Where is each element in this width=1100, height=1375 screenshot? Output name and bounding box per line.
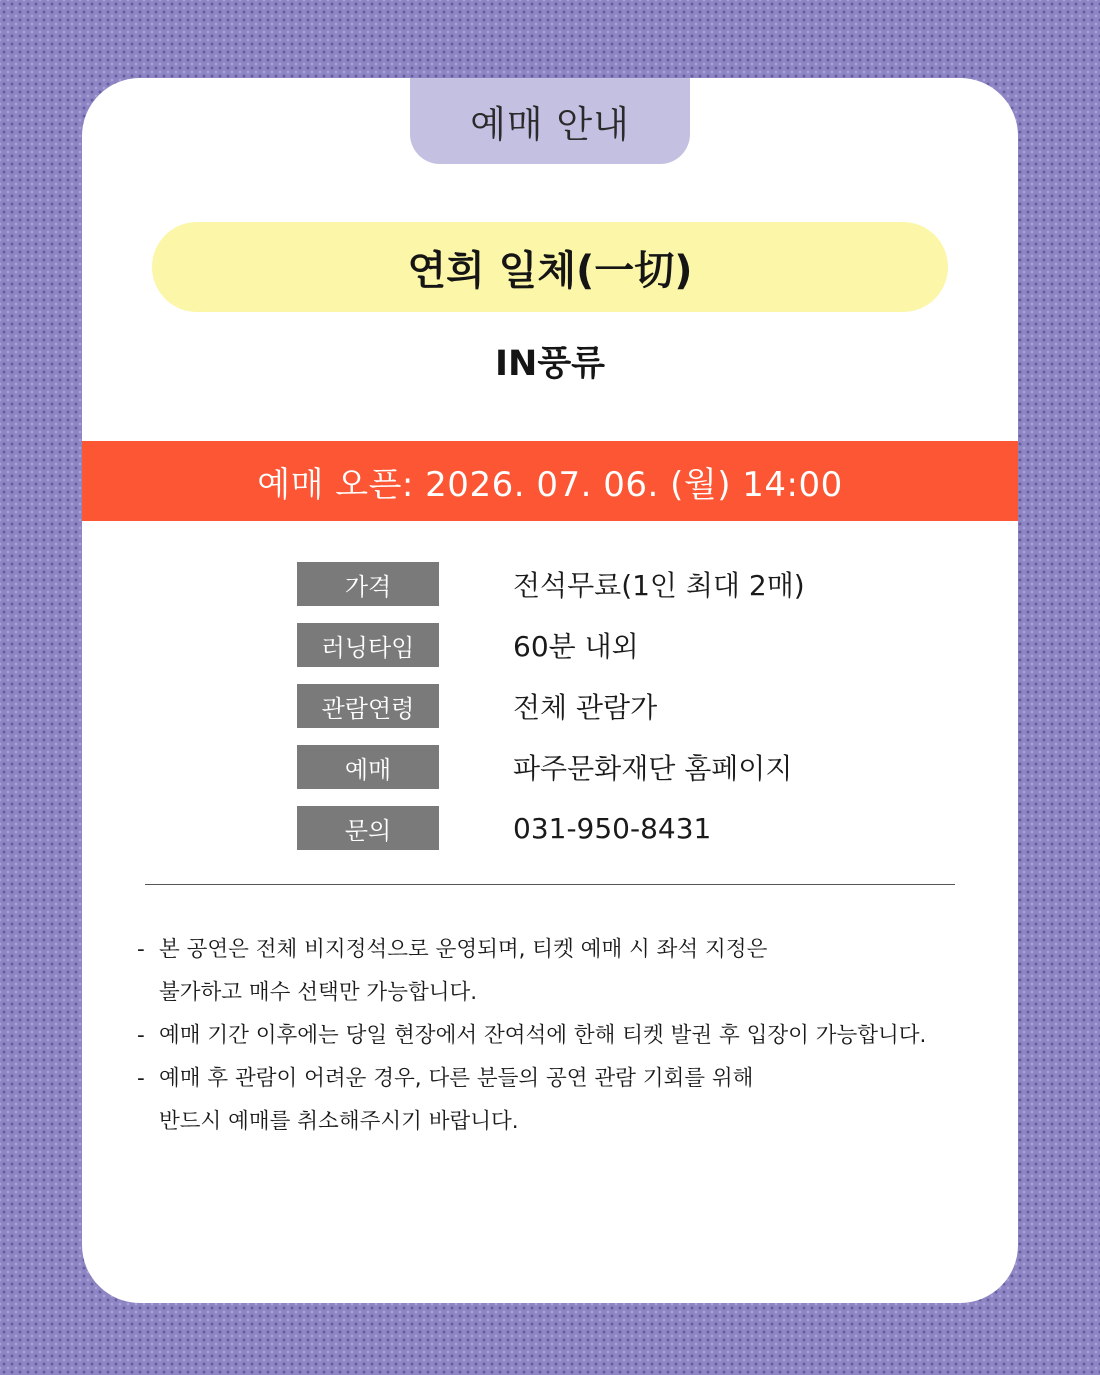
note-bullet: - bbox=[137, 937, 145, 962]
ticket-open-text: 예매 오픈: 2026. 07. 06. (월) 14:00 bbox=[257, 464, 843, 505]
section-tab-label: 예매 안내 bbox=[470, 103, 630, 146]
info-label: 관람연령 bbox=[297, 684, 439, 728]
info-row-running-time bbox=[297, 623, 857, 667]
title-banner bbox=[152, 222, 948, 312]
info-value: 전체 관람가 bbox=[513, 691, 658, 724]
note-item bbox=[137, 1014, 997, 1057]
ticket-open-banner bbox=[82, 441, 1018, 521]
note-item bbox=[137, 928, 997, 1014]
info-row-price bbox=[297, 562, 857, 606]
note-bullet: - bbox=[137, 1066, 145, 1091]
info-label: 러닝타임 bbox=[297, 623, 439, 667]
info-label: 문의 bbox=[297, 806, 439, 850]
notes-list bbox=[137, 928, 997, 1143]
note-item bbox=[137, 1057, 997, 1143]
section-tab bbox=[410, 78, 690, 164]
info-value: 파주문화재단 홈페이지 bbox=[513, 752, 793, 785]
info-label: 가격 bbox=[297, 562, 439, 606]
info-row-age-rating bbox=[297, 684, 857, 728]
info-table bbox=[297, 562, 857, 867]
info-value: 전석무료(1인 최대 2매) bbox=[513, 569, 805, 602]
note-bullet: - bbox=[137, 1023, 145, 1048]
note-text: 예매 후 관람이 어려운 경우, 다른 분들의 공연 관람 기회를 위해 반드시 예매를 취소해주시기 바랍니다. bbox=[159, 1066, 754, 1134]
performance-subtitle: IN풍류 bbox=[495, 344, 605, 384]
info-card bbox=[82, 78, 1018, 1303]
info-value: 60분 내외 bbox=[513, 630, 639, 663]
info-row-contact bbox=[297, 806, 857, 850]
divider bbox=[145, 884, 955, 885]
info-label: 예매 bbox=[297, 745, 439, 789]
performance-title: 연희 일체(一切) bbox=[407, 247, 693, 294]
info-value: 031-950-8431 bbox=[513, 811, 712, 845]
note-text: 본 공연은 전체 비지정석으로 운영되며, 티켓 예매 시 좌석 지정은 불가하고 매수 선택만 가능합니다. bbox=[159, 937, 768, 1005]
info-row-booking bbox=[297, 745, 857, 789]
note-text: 예매 기간 이후에는 당일 현장에서 잔여석에 한해 티켓 발권 후 입장이 가능합니다. bbox=[159, 1023, 927, 1048]
